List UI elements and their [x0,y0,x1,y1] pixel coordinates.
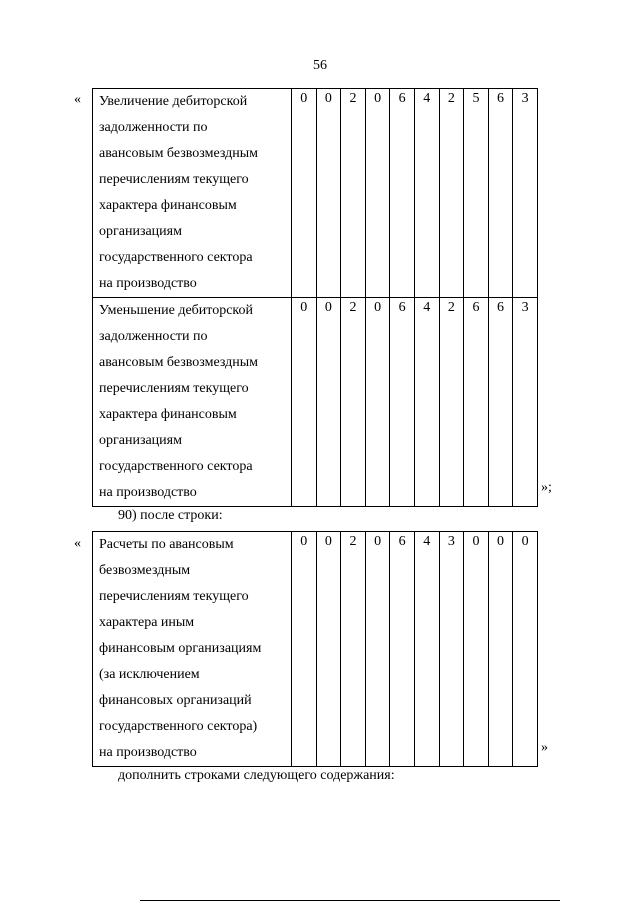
table-row [93,89,538,298]
code-digit-cell: 6 [464,298,489,507]
page-number: 56 [313,58,327,73]
code-digit-cell: 6 [390,89,415,298]
code-digit-cell: 0 [316,298,341,507]
row-label-line: финансовых организаций [99,693,252,708]
row-label-line: на производство [99,745,197,760]
code-digit-cell: 2 [439,89,464,298]
code-digit-cell: 0 [365,89,390,298]
code-digit-cell: 0 [316,89,341,298]
code-digit-cell: 6 [488,298,513,507]
paragraph-supplement: дополнить строками следующего содержания: [118,768,395,783]
open-quote-2: « [74,536,81,551]
code-digit-cell: 0 [292,89,317,298]
row-label-line: характера финансовым [99,198,237,213]
code-table-1 [92,88,538,507]
row-label-line: перечислениям текущего [99,381,249,396]
row-label-line: Увеличение дебиторской [99,94,248,109]
code-digit-cell: 3 [439,532,464,767]
code-digit-cell: 2 [341,298,366,507]
code-digit-cell: 6 [390,298,415,507]
row-label-line: на производство [99,276,197,291]
row-label-line: Уменьшение дебиторской [99,303,254,318]
footer-rule [140,900,560,901]
code-digit-cell: 0 [316,532,341,767]
code-digit-cell: 4 [414,89,439,298]
table-row [93,298,538,507]
row-label [93,532,292,767]
paragraph-after-line: 90) после строки: [118,508,223,523]
row-label-line: государственного сектора [99,250,253,265]
code-digit-cell: 3 [513,89,538,298]
code-digit-cell: 4 [414,532,439,767]
row-label-line: характера финансовым [99,407,237,422]
row-label-line: характера иным [99,615,195,630]
code-digit-cell: 0 [365,532,390,767]
row-label-line: задолженности по [99,120,208,135]
row-label-line: авансовым безвозмездным [99,146,259,161]
code-digit-cell: 0 [292,532,317,767]
open-quote-1: « [74,92,81,107]
code-digit-cell: 0 [488,532,513,767]
row-label-line: организациям [99,224,182,239]
code-digit-cell: 0 [292,298,317,507]
code-digit-cell: 6 [390,532,415,767]
row-label-line: (за исключением [99,667,200,682]
row-label-line: перечислениям текущего [99,589,249,604]
row-label-line: Расчеты по авансовым [99,537,234,552]
code-digit-cell: 0 [365,298,390,507]
row-label-line: авансовым безвозмездным [99,355,259,370]
code-digit-cell: 0 [513,532,538,767]
row-label-line: задолженности по [99,329,208,344]
code-digit-cell: 6 [488,89,513,298]
code-table-2 [92,531,538,767]
code-digit-cell: 3 [513,298,538,507]
row-label-line: на производство [99,485,197,500]
row-label-line: перечислениям текущего [99,172,249,187]
row-label-line: государственного сектора [99,459,253,474]
code-digit-cell: 4 [414,298,439,507]
close-quote-1: »; [541,480,552,495]
code-digit-cell: 0 [464,532,489,767]
row-label [93,298,292,507]
close-quote-2: » [541,740,548,755]
code-digit-cell: 5 [464,89,489,298]
code-digit-cell: 2 [341,89,366,298]
row-label-line: безвозмездным [99,563,191,578]
code-digit-cell: 2 [341,532,366,767]
table-row [93,532,538,767]
row-label [93,89,292,298]
row-label-line: организациям [99,433,182,448]
code-digit-cell: 2 [439,298,464,507]
row-label-line: государственного сектора) [99,719,258,734]
row-label-line: финансовым организациям [99,641,262,656]
